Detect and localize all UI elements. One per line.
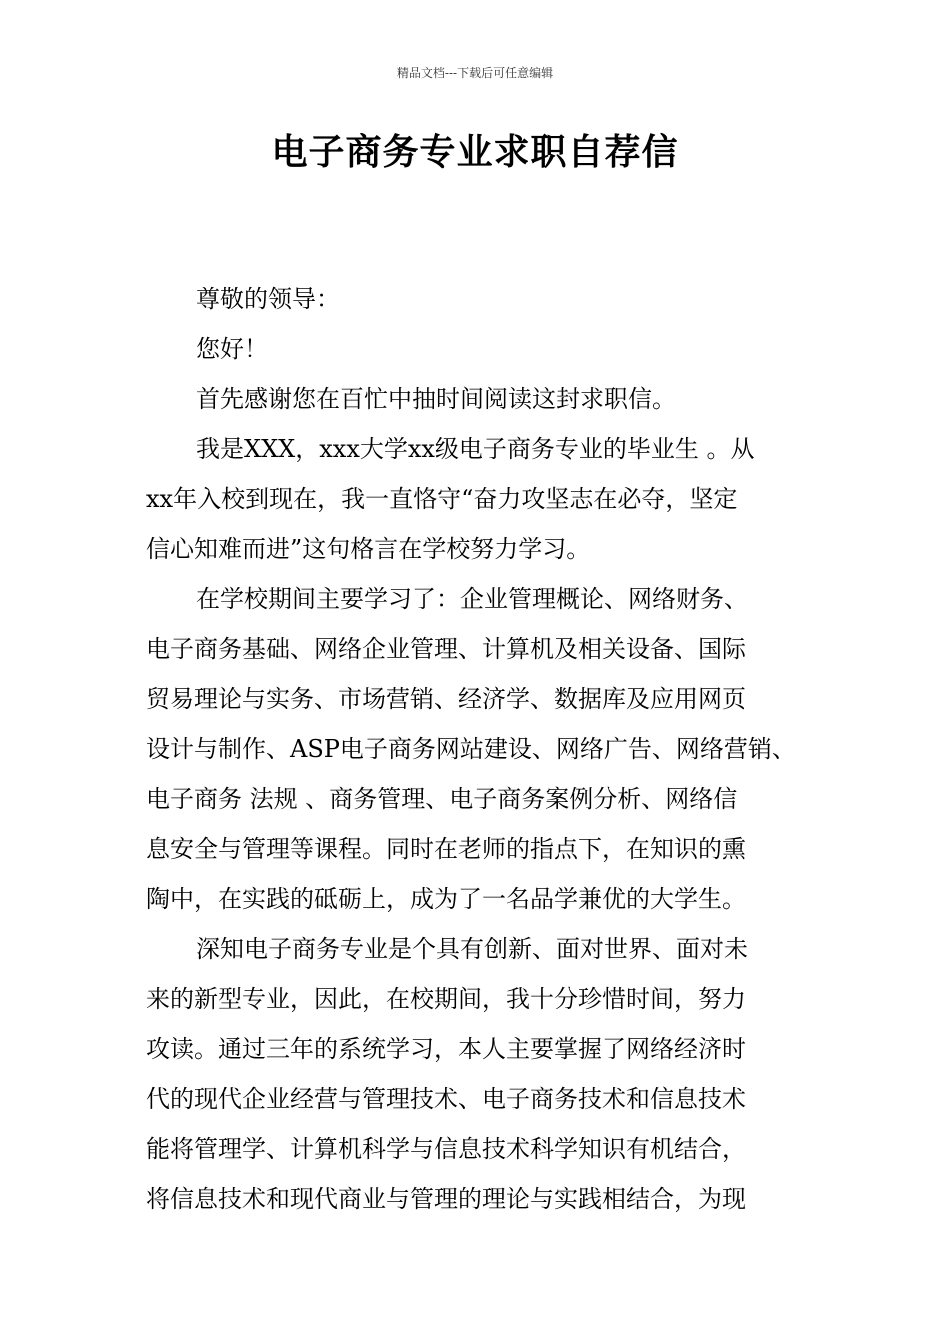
paragraph-line: 将信息技术和现代商业与管理的理论与实践相结合，为现 (146, 1185, 746, 1213)
paragraph-line: 信心知难而进”这句格言在学校努力学习。 (146, 535, 591, 563)
paragraph-line: 设计与制作、ASP电子商务网站建设、网络广告、网络营销、 (146, 735, 796, 763)
paragraph-line: 能将管理学、计算机科学与信息技术科学知识有机结合， (146, 1135, 746, 1163)
paragraph-line: 首先感谢您在百忙中抽时间阅读这封求职信。 (196, 385, 676, 413)
greeting: 您好！ (196, 335, 268, 363)
paragraph-line: 陶中，在实践的砥砺上，成为了一名品学兼优的大学生。 (146, 885, 746, 913)
document-title: 电子商务专业求职自荐信 (271, 132, 679, 173)
paragraph-line: 代的现代企业经营与管理技术、电子商务技术和信息技术 (146, 1085, 746, 1113)
paragraph-line: 贸易理论与实务、市场营销、经济学、数据库及应用网页 (146, 685, 746, 713)
header-note: 精品文档---下载后可任意编辑 (396, 66, 554, 80)
salutation: 尊敬的领导： (196, 285, 340, 313)
paragraph-line: xx年入校到现在，我一直恪守“奋力攻坚志在必夺，坚定 (146, 485, 738, 513)
paragraph-line: 深知电子商务专业是个具有创新、面对世界、面对未 (196, 935, 748, 963)
paragraph-line: 息安全与管理等课程。同时在老师的指点下，在知识的熏 (146, 835, 746, 863)
paragraph-line: 电子商务 法规 、商务管理、电子商务案例分析、网络信 (146, 785, 738, 813)
paragraph-line: 在学校期间主要学习了：企业管理概论、网络财务、 (196, 585, 748, 613)
paragraph-line: 我是XXX，xxx大学xx级电子商务专业的毕业生 。从 (196, 435, 755, 463)
paragraph-line: 电子商务基础、网络企业管理、计算机及相关设备、国际 (146, 635, 746, 663)
paragraph-line: 攻读。通过三年的系统学习，本人主要掌握了网络经济时 (146, 1035, 746, 1063)
letter-body (146, 274, 822, 1224)
paragraph-line: 来的新型专业，因此，在校期间，我十分珍惜时间，努力 (146, 985, 746, 1013)
